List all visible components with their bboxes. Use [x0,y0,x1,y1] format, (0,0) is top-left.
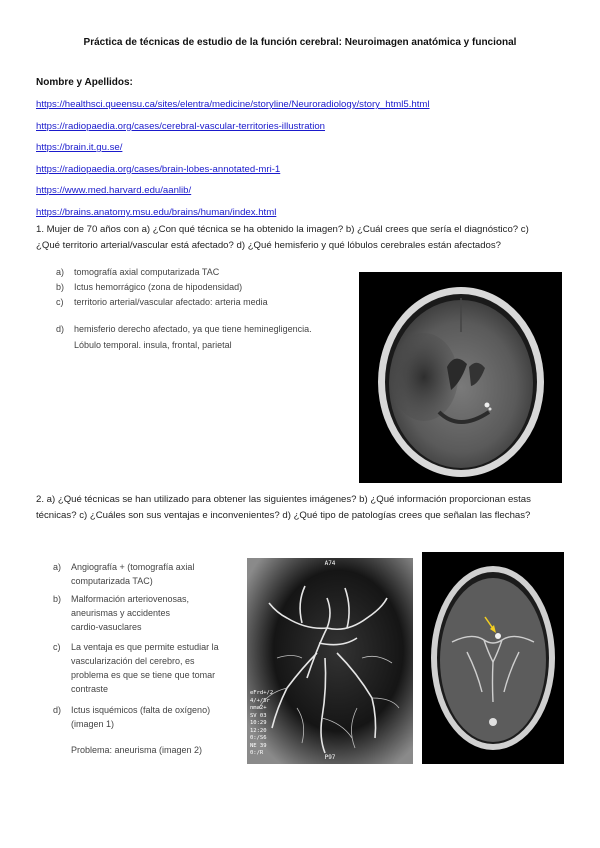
q2-answer-c [53,640,243,696]
q2-answer-letter: d) [53,705,62,715]
q1-answer-letter: a) [56,267,65,277]
question-2-line2: técnicas? c) ¿Cuáles son sus ventajas e inconvenientes? d) ¿Qué tipo de patologías crees que señalan las flechas? [36,510,531,521]
q1-answer-text: territorio arterial/vascular afectado: arteria media [74,297,268,307]
q2-answer-line: problema es que se tiene que tomar [71,670,216,680]
q2-answer-line: Angiografía + (tomografía axial [71,562,195,572]
q1-answer-c [56,295,346,309]
question-2 [36,492,566,524]
angiography-image [247,558,413,764]
q1-answer-letter: b) [56,282,65,292]
q2-answer-line: vascularización del cerebro, es [71,656,195,666]
ct-scan-image [359,272,562,483]
q2-answer-line: contraste [71,684,109,694]
q2-answer-line: (imagen 1) [71,719,115,729]
q1-answer-a [56,265,346,279]
q2-answer-a [53,560,243,588]
q2-answer-line: computarizada TAC) [71,576,153,586]
q1-answer-text: tomografía axial computarizada TAC [74,267,220,277]
q1-answer-letter: d) [56,324,65,334]
q2-answer-line: Malformación arteriovenosas, [71,594,190,604]
angio-label-rows [250,690,273,758]
question-1-line1: 1. Mujer de 70 años con a) ¿Con qué técnica se ha obtenido la imagen? b) ¿Cuál crees que sería el diagnóstico? c) [36,224,529,235]
q2-answer-line: Ictus isquémicos (falta de oxígeno) [71,705,211,715]
angio-label-row: 12:20 [250,727,267,734]
angio-label-row: 0:/R [250,750,264,756]
ct-angiography-drawing [422,552,564,764]
q1-answer-d [56,322,346,352]
angio-label-row: SV 03 [250,712,267,719]
q2-answer-line: aneurismas y accidentes [71,608,171,618]
question-1-line2: ¿Qué territorio arterial/vascular está afectado? d) ¿Qué hemisferio y qué lóbulos cerebrales están afectados? [36,240,502,251]
q2-problem-note: Problema: aneurisma (imagen 2) [71,745,203,755]
ct-angiography-image [422,552,564,764]
link-brain-gu[interactable]: https://brain.it.gu.se/ [36,142,123,153]
link-msu-brains[interactable]: https://brains.anatomy.msu.edu/brains/human/index.html [36,207,277,218]
angio-label-row: nma2+ [250,705,267,711]
angio-label-row: 4/+/5r [250,697,270,704]
q1-answer-text: Ictus hemorrágico (zona de hipodensidad) [74,282,243,292]
q2-answer-d [53,703,243,731]
q2-answer-letter: c) [53,642,61,652]
q2-answer-letter: a) [53,562,62,572]
name-label: Nombre y Apellidos: [36,77,133,88]
angio-label-bottom: P97 [324,754,336,761]
q1-answer-text-2: Lóbulo temporal. insula, frontal, parietal [74,340,232,350]
angio-label-row: NE 39 [250,742,267,749]
link-queensu[interactable]: https://healthsci.queensu.ca/sites/elentra/medicine/storyline/Neuroradiology/story_html5.html [36,99,430,110]
page-title: Práctica de técnicas de estudio de la función cerebral: Neuroimagen anatómica y funcional [83,37,517,48]
link-harvard-aanlib[interactable]: https://www.med.harvard.edu/aanlib/ [36,185,192,196]
link-radiopaedia-lobes[interactable]: https://radiopaedia.org/cases/brain-lobes-annotated-mri-1 [36,164,281,175]
angio-label-row: 10:29 [250,720,267,726]
question-1 [36,222,566,254]
q2-answer-line: cardio-vasuclares [71,622,142,632]
link-radiopaedia-territories[interactable]: https://radiopaedia.org/cases/cerebral-vascular-territories-illustration [36,121,326,132]
ct-scan-drawing [359,272,562,483]
q1-answer-letter: c) [56,297,64,307]
question-2-line1: 2. a) ¿Qué técnicas se han utilizado para obtener las siguientes imágenes? b) ¿Qué información proporcionan estas [36,494,531,505]
angio-label-row: eFrd+/2 [250,690,274,696]
q1-answer-text: hemisferio derecho afectado, ya que tiene heminegligencia. [74,324,312,334]
q2-answer-letter: b) [53,594,62,604]
angio-label-top: A74 [324,560,336,567]
q2-answer-b [53,592,243,634]
angio-label-row: 0:/S6 [250,735,267,741]
q2-answer-line: La ventaja es que permite estudiar la [71,642,219,652]
q1-answer-b [56,280,346,294]
